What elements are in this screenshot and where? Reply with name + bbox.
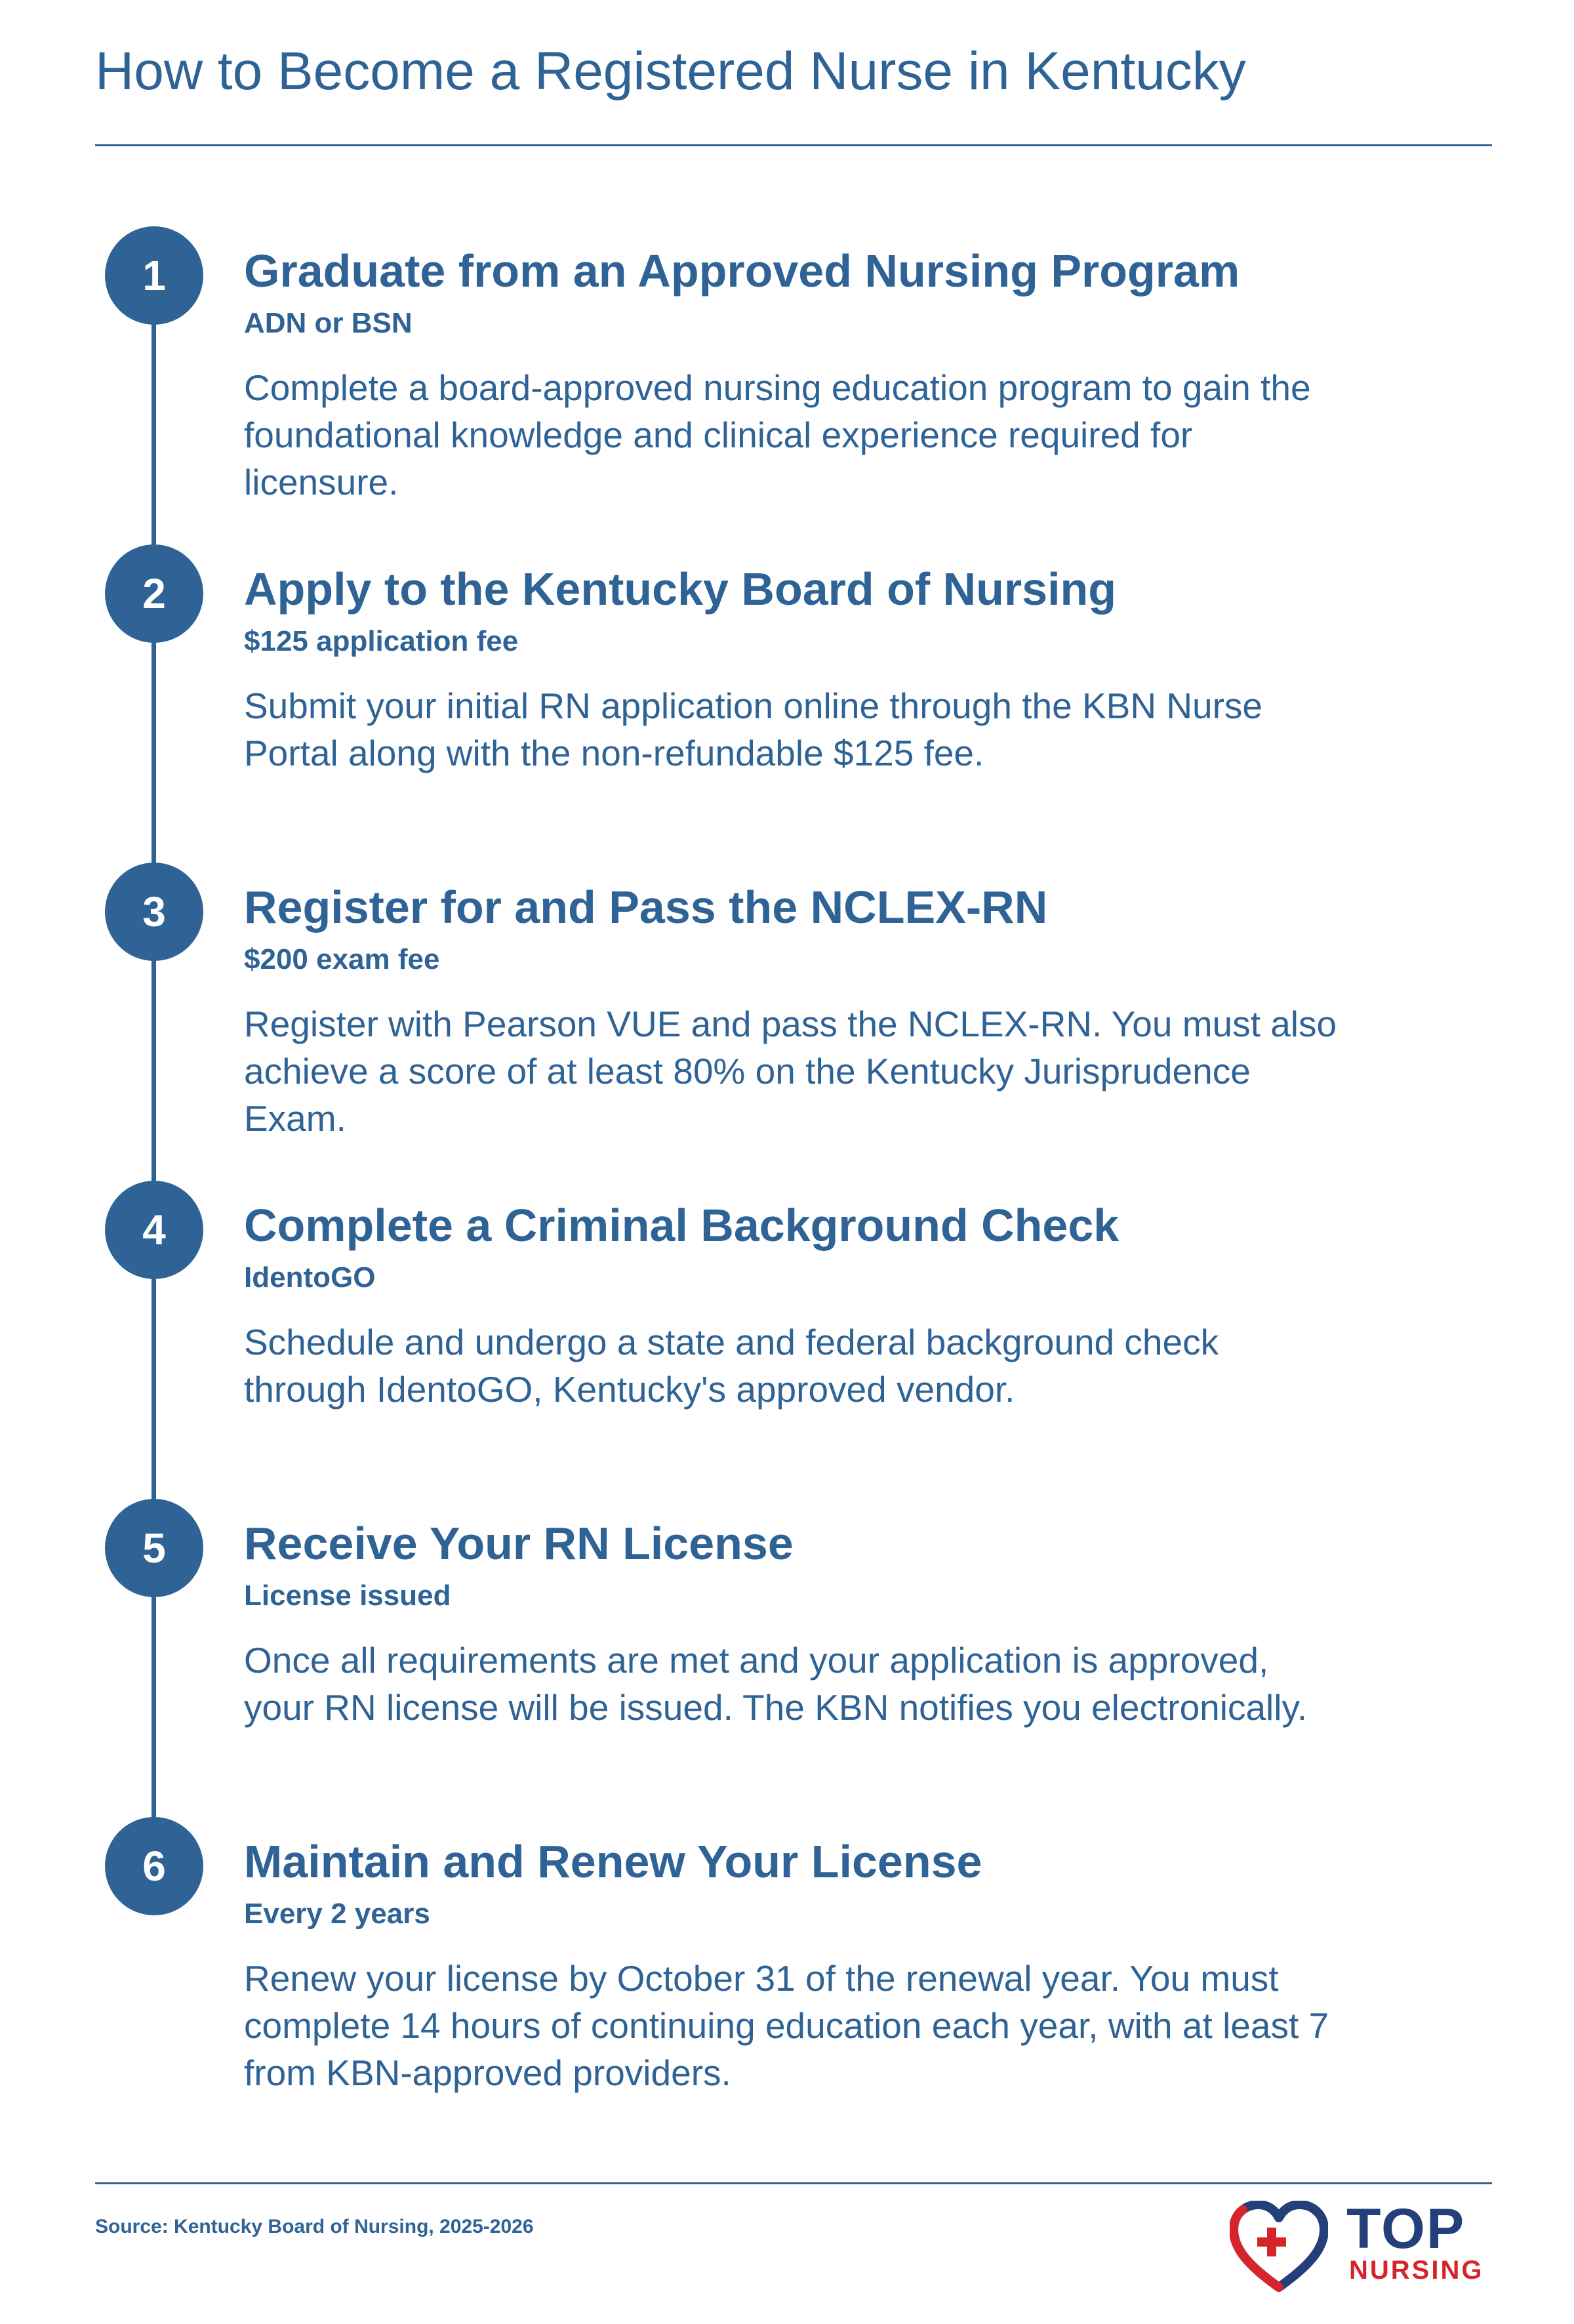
step-title: Apply to the Kentucky Board of Nursing <box>244 563 1117 615</box>
step-subtitle: IdentoGO <box>244 1261 376 1294</box>
step-subtitle: $200 exam fee <box>244 943 440 975</box>
step-number-badge: 4 <box>105 1181 203 1279</box>
step-title: Maintain and Renew Your License <box>244 1836 982 1887</box>
step-title: Register for and Pass the NCLEX-RN <box>244 882 1048 933</box>
logo-nursing-text: NURSING <box>1349 2256 1484 2285</box>
step-subtitle: ADN or BSN <box>244 307 413 339</box>
source-note: Source: Kentucky Board of Nursing, 2025-2026 <box>95 2216 534 2237</box>
header-divider <box>95 144 1492 146</box>
step-description: Register with Pearson VUE and pass the NCLEX-RN. You must also achieve a score of at least 80% on the Kentucky Jurisprudence Exam. <box>244 1004 1337 1139</box>
step-number-badge: 5 <box>105 1499 203 1597</box>
step-description: Submit your initial RN application online through the KBN Nurse Portal along with the non-refundable $125 fee. <box>244 685 1263 773</box>
footer-divider <box>95 2182 1492 2184</box>
step-number-badge: 1 <box>105 226 203 325</box>
step-number-badge: 6 <box>105 1817 203 1915</box>
step-subtitle: License issued <box>244 1580 451 1612</box>
step-subtitle: $125 application fee <box>244 625 519 657</box>
step-description: Renew your license by October 31 of the renewal year. You must complete 14 hours of continuing education each year, with at least 7 from KBN-approved providers. <box>244 1958 1329 2093</box>
step-title: Graduate from an Approved Nursing Program <box>244 245 1240 296</box>
step-number-badge: 2 <box>105 544 203 643</box>
step-number-badge: 3 <box>105 863 203 961</box>
step-description: Complete a board-approved nursing education program to gain the foundational knowledge and clinical experience required for licensure. <box>244 367 1311 502</box>
step-title: Receive Your RN License <box>244 1518 794 1569</box>
step-description: Schedule and undergo a state and federal background check through IdentoGO, Kentucky's approved vendor. <box>244 1322 1219 1410</box>
step-title: Complete a Criminal Background Check <box>244 1200 1120 1251</box>
top-nursing-logo <box>1230 2197 1492 2286</box>
logo-top-text: TOP <box>1346 2197 1466 2260</box>
heart-cross-icon <box>1230 2201 1328 2293</box>
page-title: How to Become a Registered Nurse in Kentucky <box>95 41 1246 101</box>
timeline-line <box>151 275 156 1863</box>
step-description: Once all requirements are met and your application is approved, your RN license will be issued. The KBN notifies you electronically. <box>244 1640 1308 1728</box>
step-subtitle: Every 2 years <box>244 1898 430 1930</box>
